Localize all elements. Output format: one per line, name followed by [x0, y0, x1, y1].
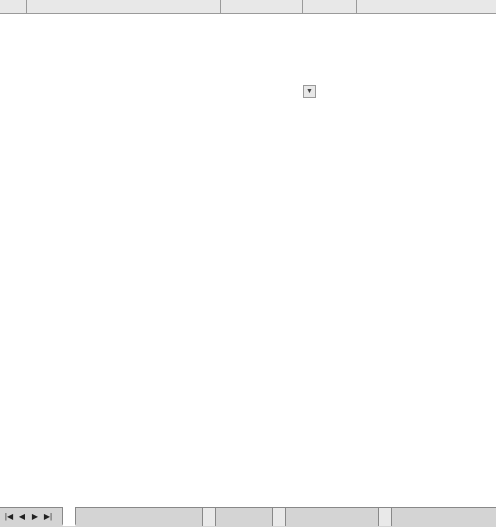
sheet-tab-bar: [0, 507, 496, 527]
column-header-a[interactable]: [27, 0, 221, 14]
column-header-j[interactable]: [357, 0, 496, 14]
tab-assumption-tables[interactable]: [62, 507, 76, 526]
column-header-b[interactable]: [221, 0, 303, 14]
column-header-c[interactable]: [303, 0, 357, 14]
prev-sheet-icon[interactable]: ◀: [18, 512, 26, 521]
next-sheet-icon[interactable]: ▶: [31, 512, 39, 521]
tab-summary-sheet[interactable]: [272, 508, 286, 526]
last-sheet-icon[interactable]: ▶|: [43, 512, 53, 521]
select-all-corner[interactable]: [0, 0, 27, 14]
first-sheet-icon[interactable]: |◀: [4, 512, 14, 521]
tab-lp-page[interactable]: [202, 508, 216, 526]
tab-fixture-efficiencies[interactable]: [378, 508, 392, 526]
cost-perspective-dropdown-arrow[interactable]: ▼: [303, 85, 316, 98]
